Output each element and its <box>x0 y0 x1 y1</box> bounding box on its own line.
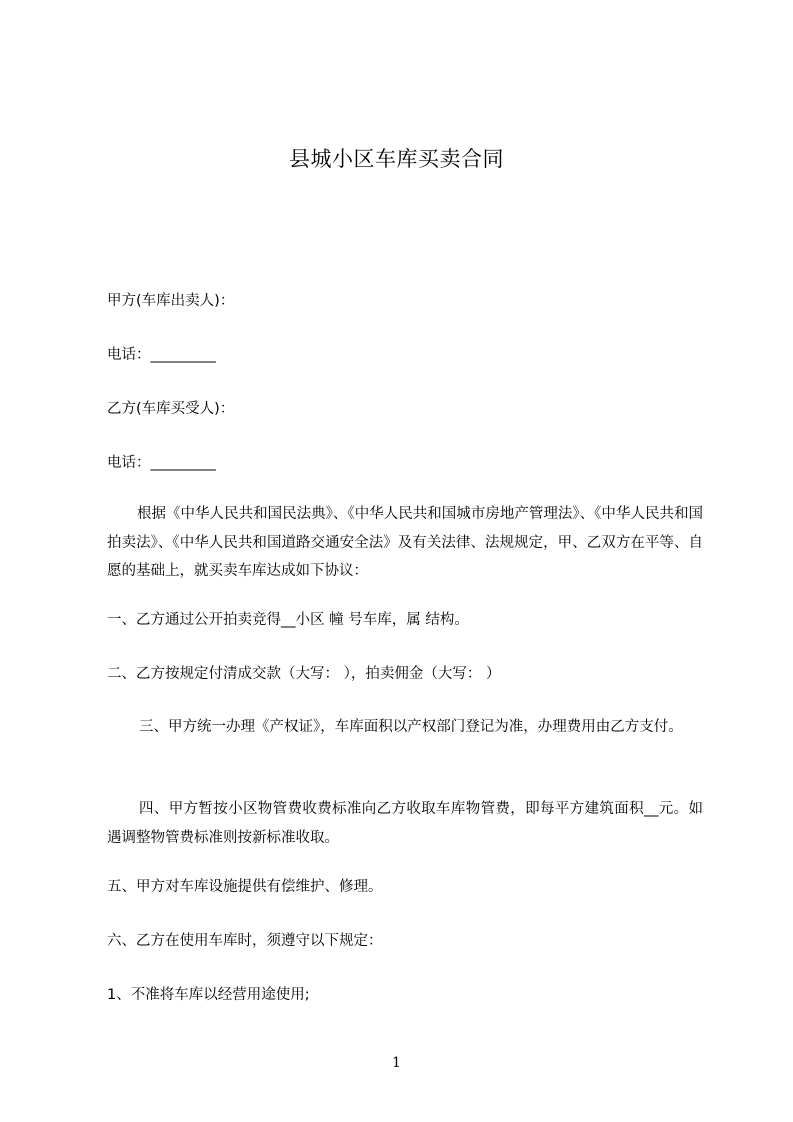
clause-1: 一、乙方通过公开拍卖竞得__小区 幢 号车库，属 结构。 <box>107 612 469 628</box>
clause-6-item-1: 1、不准将车库以经营用途使用; <box>107 987 310 1003</box>
page-number: 1 <box>392 1055 401 1071</box>
contract-title: 县城小区车库买卖合同 <box>289 147 504 171</box>
clause-5: 五、甲方对车库设施提供有偿维护、修理。 <box>107 879 383 895</box>
party-b-label: 乙方(车库买受人)： <box>107 401 235 417</box>
clause-4: 四、甲方暂按小区物管费收费标准向乙方收取车库物管费，即每平方建筑面积__元。如遇调整物管费标准则按新标准收取。 <box>107 801 703 846</box>
party-b-phone: 电话：_________ <box>107 455 216 471</box>
clause-2: 二、乙方按规定付清成交款（大写： ），拍卖佣金（大写： ） <box>107 666 501 682</box>
clause-3: 三、甲方统一办理《产权证》，车库面积以产权部门登记为准，办理费用由乙方支付。 <box>139 719 683 735</box>
party-a-label: 甲方(车库出卖人)： <box>107 293 235 309</box>
preamble-paragraph: 根据《中华人民共和国民法典》、《中华人民共和国城市房地产管理法》、《中华人民共和国拍卖法》、《中华人民共和国道路交通安全法》及有关法律、法规规定，甲、乙双方在平等、自愿的基础上，就买卖车库达成如下协议： <box>107 506 703 579</box>
party-a-phone: 电话：_________ <box>107 347 216 363</box>
clause-6: 六、乙方在使用车库时，须遵守以下规定： <box>107 933 383 949</box>
